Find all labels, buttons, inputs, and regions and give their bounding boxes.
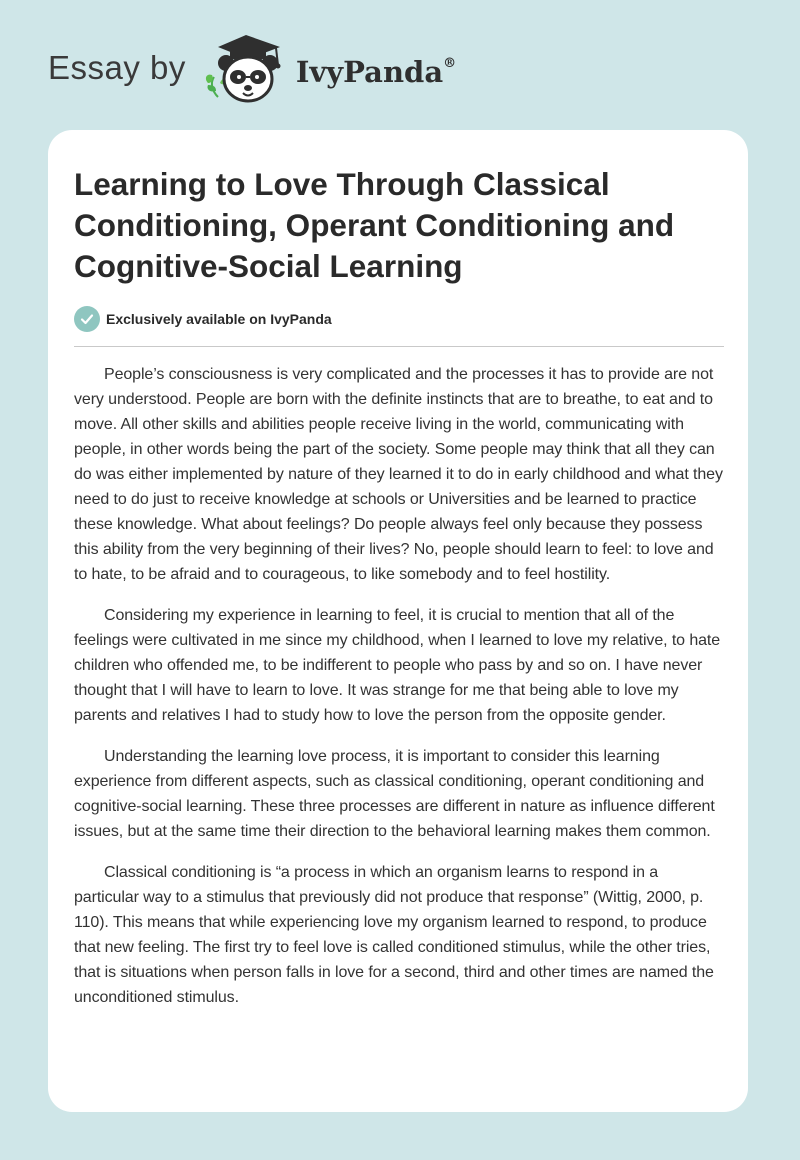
paragraph: Understanding the learning love process, it is important to consider this learning experience from different aspects, such as classical conditioning, operant conditioning and cognitive-social learning. These three processes are different in nature as influence different issues, but at the same time their direction to the behavioral learning makes them common.	[74, 748, 715, 840]
essay-by-label: Essay by	[48, 49, 186, 86]
registered-mark: ®	[443, 56, 457, 72]
paragraph: Classical conditioning is “a process in which an organism learns to respond in a particular way to a stimulus that previously did not produce that response” (Wittig, 2000, p. 110). This means that while experiencing love my organism learned to respond, to produce that new feeling. The first try to feel love is called conditioned stimulus, while the other tries, that is situations when person falls in love for a second, third and other times are named the unconditioned stimulus.	[74, 864, 714, 1006]
exclusive-badge	[74, 306, 332, 332]
divider	[74, 346, 724, 347]
essay-card	[48, 130, 748, 1112]
essay-body	[74, 362, 726, 1026]
site-header	[48, 34, 456, 114]
paragraph: Considering my experience in learning to feel, it is crucial to mention that all of the feelings were cultivated in me since my childhood, when I learned to love my relative, to hate children who offended me, to be indifferent to people who pass by and so on. I have never thought that I will have to learn to love. It was strange for me that being able to love my parents and relatives I had to study how to love the person from the opposite gender.	[74, 607, 721, 724]
paragraph: People’s consciousness is very complicated and the processes it has to provide are not very understood. People are born with the definite instincts that are to breathe, to eat and to move. All other skills and abilities people receive living in the world, communicating with people, in other words being the part of the society. Some people may think that all they can do was either implemented by nature of they learned it to do in early childhood and what they need to do just to receive knowledge at schools or Universities and be learned to practice these knowledge. What about feelings? Do people always feel only because they possess this ability from the very beginning of their lives? No, people should learn to feel: to love and to hate, to be afraid and to courageous, to like somebody and to feel hostility.	[74, 366, 723, 583]
essay-title: Learning to Love Through Classical Conditioning, Operant Conditioning and Cognitive-Social Learning	[74, 166, 675, 284]
panda-graduate-logo-icon[interactable]	[200, 33, 292, 107]
check-icon	[74, 306, 100, 332]
exclusive-label: Exclusively available on IvyPanda	[106, 311, 332, 327]
brand-label: IvyPanda	[295, 55, 444, 89]
brand-name[interactable]	[296, 55, 456, 89]
